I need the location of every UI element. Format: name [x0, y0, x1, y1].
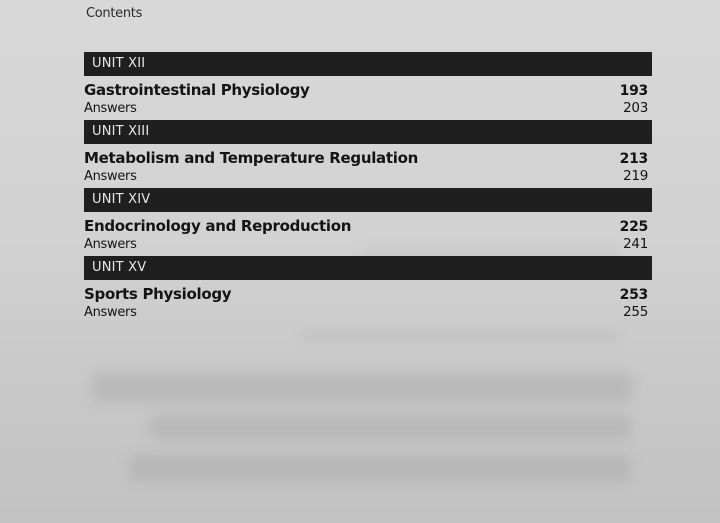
- bleed-through-shadow: [130, 455, 630, 481]
- toc-entry-answers[interactable]: [84, 100, 652, 116]
- toc-entry-answers[interactable]: [84, 304, 652, 320]
- page-number: 241: [623, 236, 648, 252]
- chapter-title: Gastrointestinal Physiology: [84, 81, 310, 99]
- bleed-through-shadow: [150, 415, 630, 439]
- chapter-title: Endocrinology and Reproduction: [84, 217, 352, 235]
- toc-entry-title[interactable]: [84, 81, 652, 99]
- unit-label-bar: UNIT XV: [84, 256, 652, 280]
- page-number: 203: [623, 100, 648, 116]
- unit-label-bar: UNIT XIV: [84, 188, 652, 212]
- page-number: 225: [619, 219, 648, 235]
- unit-section-13: [84, 120, 652, 184]
- page-number: 219: [623, 168, 648, 184]
- page-number: 213: [619, 151, 648, 167]
- bleed-through-shadow: [300, 330, 620, 342]
- page-number: 255: [623, 304, 648, 320]
- page-number: 193: [619, 83, 648, 99]
- answers-label: Answers: [84, 101, 137, 116]
- toc-entry-answers[interactable]: [84, 168, 652, 184]
- unit-label-bar: UNIT XIII: [84, 120, 652, 144]
- toc-entry-title[interactable]: [84, 149, 652, 167]
- unit-section-12: [84, 52, 652, 116]
- chapter-title: Sports Physiology: [84, 285, 232, 303]
- contents-header: Contents: [86, 6, 143, 21]
- page-number: 253: [619, 287, 648, 303]
- toc-entry-title[interactable]: [84, 217, 652, 235]
- bleed-through-shadow: [92, 372, 632, 402]
- toc-entry-title[interactable]: [84, 285, 652, 303]
- answers-label: Answers: [84, 305, 137, 320]
- toc-entry-answers[interactable]: [84, 236, 652, 252]
- unit-section-15: [84, 256, 652, 320]
- unit-label-bar: UNIT XII: [84, 52, 652, 76]
- unit-section-14: [84, 188, 652, 252]
- chapter-title: Metabolism and Temperature Regulation: [84, 149, 418, 167]
- answers-label: Answers: [84, 169, 137, 184]
- table-of-contents: [84, 52, 652, 324]
- answers-label: Answers: [84, 237, 137, 252]
